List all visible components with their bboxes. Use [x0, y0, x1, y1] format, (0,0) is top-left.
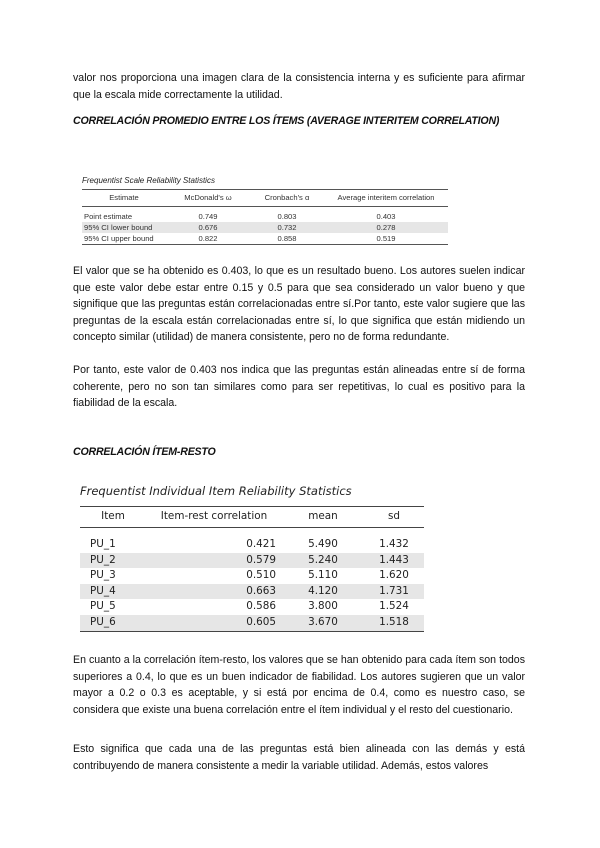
table-cell: 5.240	[282, 553, 364, 569]
table-cell: 5.490	[308, 538, 338, 550]
table-cell: 0.519	[324, 233, 448, 245]
table-cell: 0.579	[146, 553, 282, 569]
paragraph-item-rest-conclusion: Esto significa que cada una de las preguntas está bien alineada con las demás y está contribuyendo de manera consistente a medir la variable utilidad. Además, estos valores	[73, 743, 525, 772]
heading-item-rest: CORRELACIÓN ÍTEM-RESTO	[73, 446, 216, 458]
table-cell: 1.731	[364, 584, 424, 600]
table-cell: 95% CI lower bound	[82, 222, 166, 233]
table-cell: PU_6	[80, 615, 146, 631]
column-header: McDonald's ω	[166, 190, 250, 207]
item-table-grid	[80, 506, 424, 632]
column-header: sd	[364, 507, 424, 528]
table-cell: 0.858	[250, 233, 324, 245]
table-cell: 1.432	[379, 538, 409, 550]
column-header: mean	[282, 507, 364, 528]
table-cell: 4.120	[282, 584, 364, 600]
table-cell: PU_2	[80, 553, 146, 569]
table-cell: Point estimate	[84, 212, 133, 221]
column-header: Item-rest correlation	[146, 507, 282, 528]
table-cell: 3.800	[308, 600, 338, 613]
table-cell: 1.443	[364, 553, 424, 569]
item-table-title: Frequentist Individual Item Reliability Statistics	[80, 484, 352, 498]
table-cell: PU_1	[90, 538, 116, 550]
table-row	[82, 207, 448, 223]
table-cell: 1.518	[364, 615, 424, 631]
table-cell: 0.278	[324, 222, 448, 233]
paragraph-interitem-result: El valor que se ha obtenido es 0.403, lo que es un resultado bueno. Los autores suelen indicar que este valor debe estar entre 0.15 y 0.5 para que sea considerado un valor bueno y que signifique que las preguntas están correlacionadas entre sí.Por tanto, este valor sugiere que las preguntas de la escala están correlacionadas entre sí, lo que significa que están midiendo un concepto similar (utilidad) de manera consistente, pero no de forma redundante.	[73, 265, 525, 343]
table-header-row	[82, 190, 448, 207]
table-cell: 0.403	[376, 212, 396, 221]
paragraph-intro: valor nos proporciona una imagen clara de la consistencia interna y es suficiente para afirmar que la escala mide correctamente la utilidad.	[73, 72, 525, 101]
table-row	[80, 568, 424, 584]
table-header-row	[80, 507, 424, 528]
item-reliability-table	[80, 484, 424, 632]
table-cell: 3.670	[282, 615, 364, 631]
table-row	[80, 584, 424, 600]
table-cell: 1.524	[379, 600, 409, 613]
table-cell: 0.822	[166, 233, 250, 245]
paragraph-interitem-conclusion: Por tanto, este valor de 0.403 nos indica que las preguntas están alineadas entre sí de forma coherente, pero no son tan similares como para ser repetitivas, lo cual es positivo para la fiabilidad de la escala.	[73, 364, 525, 409]
table-cell: 0.749	[198, 212, 218, 221]
table-row	[82, 233, 448, 245]
table-cell: 1.620	[379, 569, 409, 582]
scale-table-title: Frequentist Scale Reliability Statistics	[82, 176, 215, 185]
column-header: Estimate	[82, 190, 166, 207]
table-cell: 0.732	[250, 222, 324, 233]
table-cell: PU_3	[90, 569, 116, 582]
paragraph-item-rest-result: En cuanto a la correlación ítem-resto, los valores que se han obtenido para cada ítem son todos superiores a 0.4, lo que es un buen indicador de fiabilidad. Los autores sugieren que un valor mayor a 0.2 o 0.3 es aceptable, y si está por encima de 0.4, como es nuestro caso, se considera que existe una buena correlación entre el ítem individual y el resto del cuestionario.	[73, 654, 525, 716]
table-cell: 95% CI upper bound	[82, 233, 166, 245]
table-cell: 0.803	[277, 212, 297, 221]
heading-average-interitem: CORRELACIÓN PROMEDIO ENTRE LOS ÍTEMS (AVERAGE INTERITEM CORRELATION)	[73, 115, 500, 127]
scale-reliability-table	[82, 176, 448, 245]
table-cell: 0.510	[246, 569, 276, 582]
table-cell: 0.586	[246, 600, 276, 613]
table-cell: PU_4	[80, 584, 146, 600]
table-cell: PU_5	[90, 600, 116, 613]
table-row	[80, 528, 424, 553]
table-row	[82, 222, 448, 233]
table-cell: 0.676	[166, 222, 250, 233]
table-row	[80, 599, 424, 615]
table-cell: 5.110	[308, 569, 338, 582]
table-cell: 0.605	[146, 615, 282, 631]
table-cell: 0.421	[246, 538, 276, 550]
table-row	[80, 553, 424, 569]
scale-table-grid	[82, 189, 448, 245]
column-header: Average interitem correlation	[324, 190, 448, 207]
table-cell: 0.663	[146, 584, 282, 600]
column-header: Item	[80, 507, 146, 528]
table-row	[80, 615, 424, 631]
column-header: Cronbach's α	[250, 190, 324, 207]
